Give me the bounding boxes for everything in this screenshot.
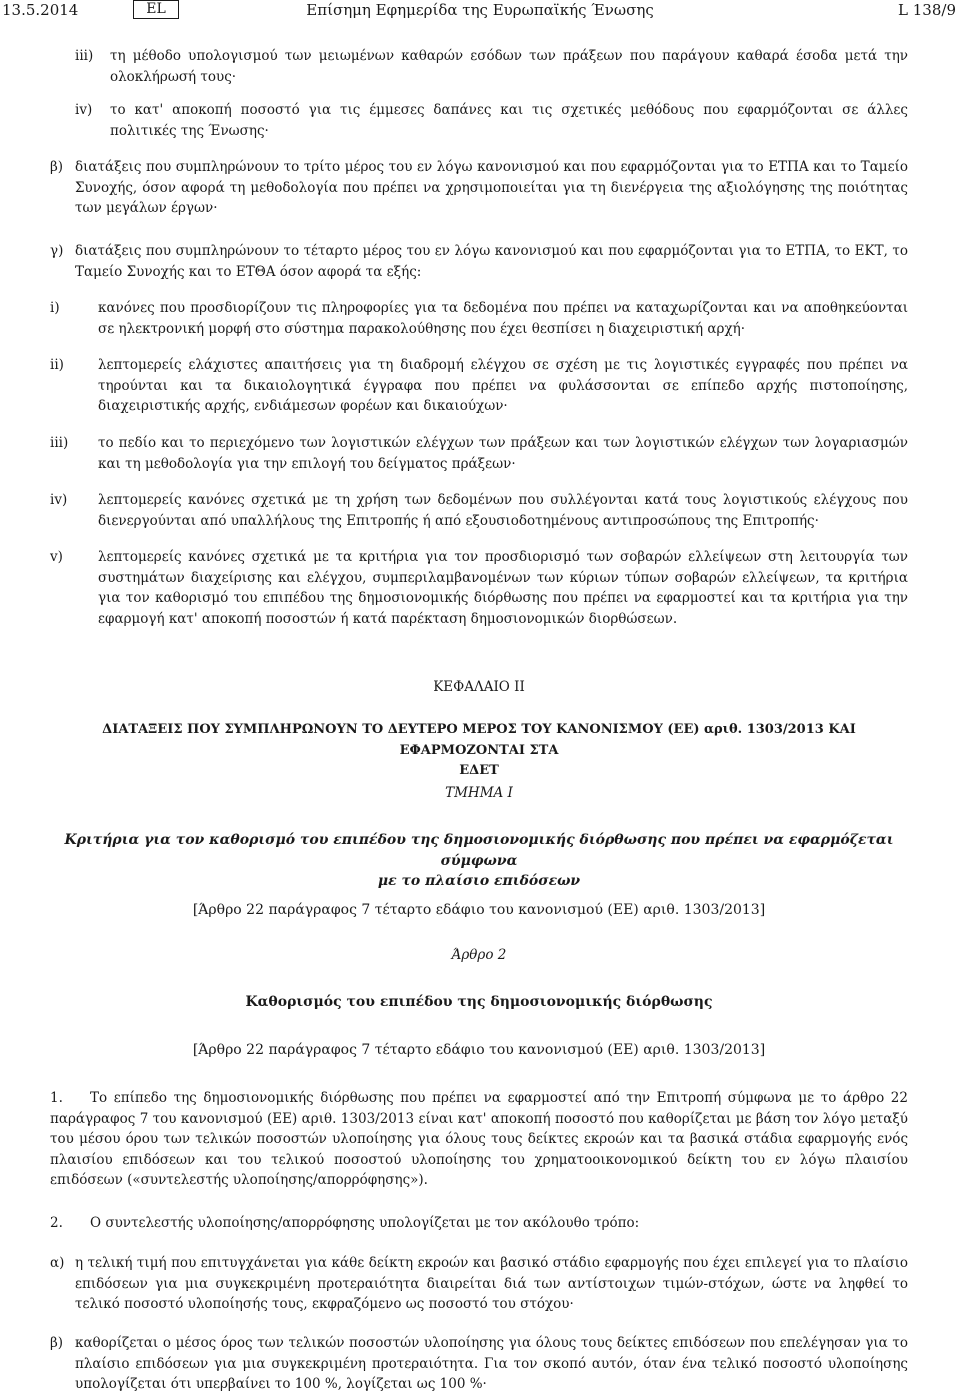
section-label: ΤΜΗΜΑ I [445,785,513,801]
item-text: διατάξεις που συμπληρώνουν το τρίτο μέρος του εν λόγω κανονισμού και που εφαρμόζονται για το ΕΤΠΑ και το Ταμείο Συνοχής, όσον αφορά τη μεθοδολογία που πρέπει να χρησιμοποιείται για τη διενέργεια της αξιολόγησης της ποιότητας των μεγάλων έργων· [75,159,908,216]
item-text: διατάξεις που συμπληρώνουν το τέταρτο μέρος του εν λόγω κανονισμού και που εφαρμόζονται για το ΕΤΠΑ, το ΕΚΤ, το Ταμείο Συνοχής και το ΕΤΘΑ όσον αφορά τα εξής: [75,243,908,280]
paragraph-2 [50,1213,908,1234]
item-text: το κατ' αποκοπή ποσοστό για τις έμμεσες δαπάνες και τις σχετικές μεθόδους που εφαρμόζονται σε άλλες πολιτικές της Ένωσης· [110,102,908,139]
item-label: iii) [50,435,69,451]
item-label: v) [50,549,63,565]
item-label: β) [50,159,64,175]
section-title-line: Κριτήρια για τον καθορισμό του επιπέδου της δημοσιονομικής διόρθωσης που πρέπει να εφαρμόζεται σύμφωνα [64,832,894,869]
item-text: τη μέθοδο υπολογισμού των μειωμένων καθαρών εσόδων των πράξεων που παράγουν καθαρά έσοδα μετά την ολοκλήρωσή τους· [110,48,908,85]
item-text: λεπτομερείς κανόνες σχετικά με τα κριτήρια για τον προσδιορισμό των σοβαρών ελλείψεων στη λειτουργία των συστημάτων διαχείρισης και ελέγχου, συμπεριλαμβανομένων των κύριων τύπων σοβαρών ελλείψεων, τα κριτήρια για τον καθορισμό του επιπέδου της δημοσιονομικής διόρθωσης που πρέπει να εφαρμοστεί και τα κριτήρια για την εφαρμογή κατ' αποκοπή ποσοστών ή κατά παρέκταση δημοσιονομικών διορθώσεων. [98,549,908,627]
item-text: η τελική τιμή που επιτυγχάνεται για κάθε δείκτη εκροών και βασικό στάδιο εφαρμογής που έχει επιλεγεί για το πλαίσιο επιδόσεων για μια συγκεκριμένη προτεραιότητα διαιρείται διά των αντίστοιχων τιμών-στόχων, ώστε να ληφθεί το τελικό ποσοστό υλοποίησής τους, εκφραζόμενο ως ποσοστό του στόχου· [75,1255,908,1312]
chapter-label: ΚΕΦΑΛΑΙΟ II [433,679,525,695]
paragraph-1 [50,1088,908,1191]
item-text: λεπτομερείς κανόνες σχετικά με τη χρήση των δεδομένων που συλλέγονται κατά τους λογιστικούς ελέγχους που διενεργούνται από υπαλλήλους της Επιτροπής ή από εξουσιοδοτημένους αντιπροσώπους της Επιτροπής· [98,492,908,529]
item-text: το πεδίο και το περιεχόμενο των λογιστικών ελέγχων των πράξεων και των λογιστικών ελέγχων των λογαριασμών και τη μεθοδολογία για την επιλογή του δείγματος πράξεων· [98,435,908,472]
page-reference: L 138/9 [898,1,956,19]
item-label: iii) [75,48,94,64]
section-reference: [Άρθρο 22 παράγραφος 7 τέταρτο εδάφιο του κανονισμού (ΕΕ) αριθ. 1303/2013] [192,902,766,918]
publication-date: 13.5.2014 [2,1,79,19]
section-title [50,830,908,892]
item-label: γ) [50,243,64,259]
item-text: λεπτομερείς ελάχιστες απαιτήσεις για τη διαδρομή ελέγχου σε σχέση με τις λογιστικές εγγραφές που πρέπει να τηρούνται και τα δικαιολογητικά έγγραφα που πρέπει να φυλάσσονται σε επίπεδο αρχής πιστοποίησης, διαχειριστικής αρχής, ενδιάμεσων φορέων και δικαιούχων· [98,357,908,414]
page-header [0,0,960,24]
paragraph-number: 1. [50,1090,63,1106]
paragraph-text: Ο συντελεστής υλοποίησης/απορρόφησης υπολογίζεται με τον ακόλουθο τρόπο: [90,1215,640,1231]
article-reference: [Άρθρο 22 παράγραφος 7 τέταρτο εδάφιο του κανονισμού (ΕΕ) αριθ. 1303/2013] [192,1042,766,1058]
language-badge: EL [133,0,179,19]
article-title: Καθορισμός του επιπέδου της δημοσιονομικής διόρθωσης [245,994,713,1010]
section-title-line: με το πλαίσιο επιδόσεων [377,873,581,889]
paragraph-text: Το επίπεδο της δημοσιονομικής διόρθωσης που πρέπει να εφαρμοστεί από την Επιτροπή σύμφωνα με το άρθρο 22 παράγραφος 7 του κανονισμού (ΕΕ) αριθ. 1303/2013 είναι κατ' αποκοπή ποσοστό που καθορίζεται με βάση τον λόγο μεταξύ του μέσου όρου των τελικών ποσοστών υλοποίησης για όλους τους δείκτες εκροών και τα βασικά στάδια εφαρμογής ενός πλαισίου επιδόσεων και του τελικού ποσοστού υλοποίησης του χρηματοοικονομικού δείκτη του εν λόγω πλαισίου επιδόσεων («συντελεστής υλοποίησης/απορρόφησης»). [50,1090,908,1188]
item-label: iv) [50,492,68,508]
article-label: Άρθρο 2 [451,947,507,963]
item-text: καθορίζεται ο μέσος όρος των τελικών ποσοστών υλοποίησης για όλους τους δείκτες επιδόσεων που επελέγησαν για το πλαίσιο επιδόσεων για μια συγκεκριμένη προτεραιότητα. Για τον σκοπό αυτόν, όταν ένα τελικό ποσοστό υλοποίησης υπολογίζεται ότι υπερβαίνει το 100 %, λογίζεται ως 100 %· [75,1335,908,1392]
item-label: α) [50,1255,65,1271]
item-label: β) [50,1335,64,1351]
item-label: ii) [50,357,64,373]
item-label: i) [50,300,60,316]
item-label: iv) [75,102,93,118]
chapter-title [50,720,908,782]
chapter-title-line: ΕΔΕΤ [459,763,499,778]
journal-title: Επίσημη Εφημερίδα της Ευρωπαϊκής Ένωσης [306,1,654,19]
chapter-title-line: ΔΙΑΤΑΞΕΙΣ ΠΟΥ ΣΥΜΠΛΗΡΩΝΟΥΝ ΤΟ ΔΕΥΤΕΡΟ ΜΕΡΟΣ ΤΟΥ ΚΑΝΟΝΙΣΜΟΥ (ΕΕ) αριθ. 1303/2013 ΚΑΙ ΕΦΑΡΜΟΖΟΝΤΑΙ ΣΤΑ [102,722,856,758]
paragraph-number: 2. [50,1215,63,1231]
item-text: κανόνες που προσδιορίζουν τις πληροφορίες για τα δεδομένα που πρέπει να καταχωρίζονται και να αποθηκεύονται σε ηλεκτρονική μορφή στο σύστημα παρακολούθησης που έχει θεσπίσει η διαχειριστική αρχή· [98,300,908,337]
